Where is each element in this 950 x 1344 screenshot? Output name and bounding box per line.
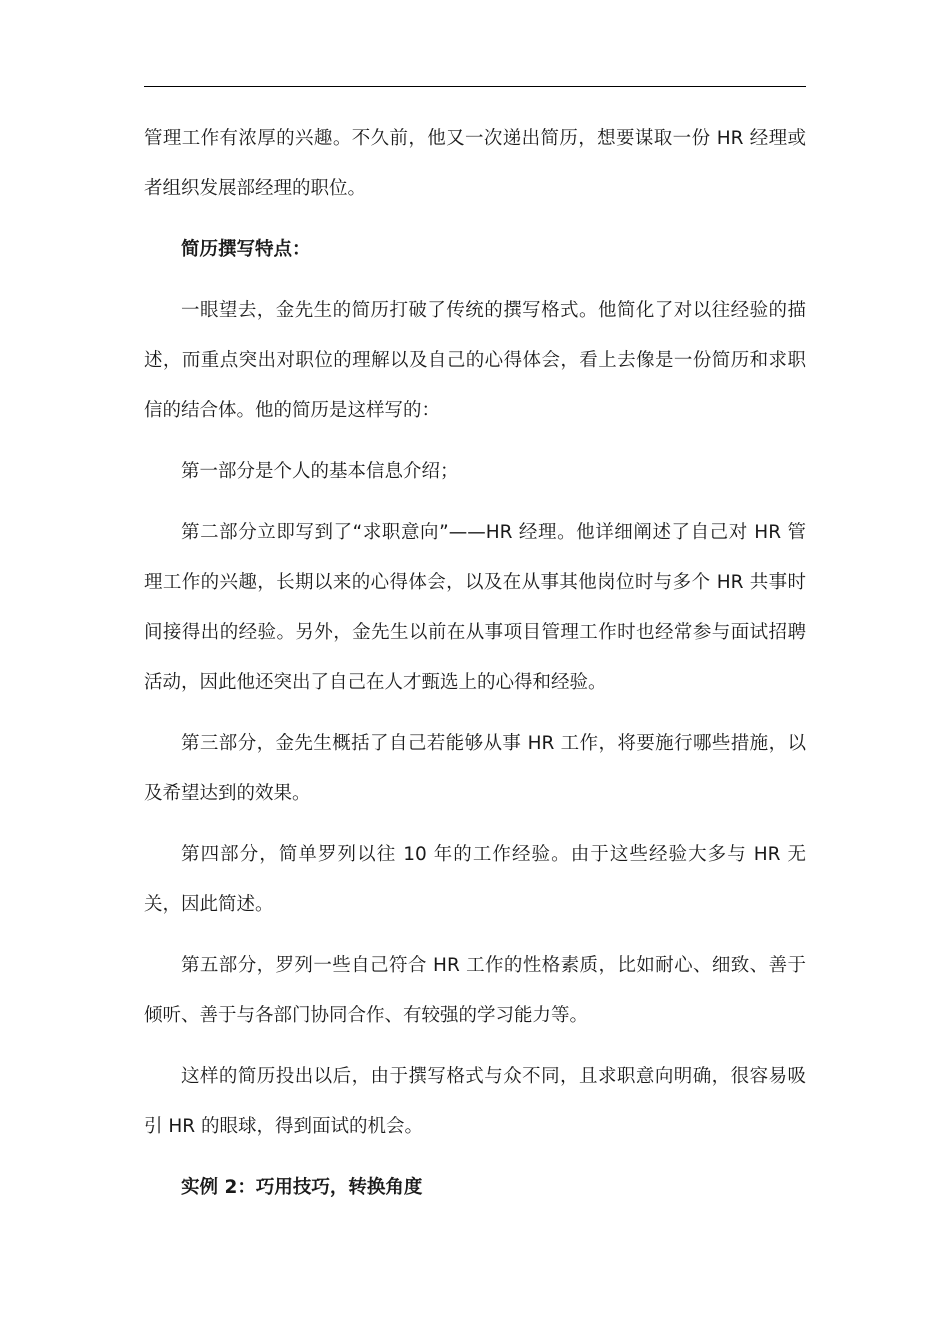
paragraph-part-two: 第二部分立即写到了“求职意向”——HR 经理。他详细阐述了自己对 HR 管理工作的兴趣，长期以来的心得体会，以及在从事其他岗位时与多个 HR 共事时间接得出的经验。另外，金先生以前在从事项目管理工作时也经常参与面试招聘活动，因此他还突出了自己在人才甄选上的心得和经验。 [144, 522, 806, 693]
paragraph-part-four: 第四部分，简单罗列以往 10 年的工作经验。由于这些经验大多与 HR 无关，因此简述。 [144, 844, 806, 915]
header-rule [144, 86, 806, 87]
paragraph-overview: 一眼望去，金先生的简历打破了传统的撰写格式。他简化了对以往经验的描述，而重点突出对职位的理解以及自己的心得体会，看上去像是一份简历和求职信的结合体。他的简历是这样写的： [144, 300, 806, 421]
section-heading-resume-features: 简历撰写特点： [181, 239, 311, 260]
document-body [144, 114, 806, 1224]
paragraph-result: 这样的简历投出以后，由于撰写格式与众不同，且求职意向明确，很容易吸引 HR 的眼球，得到面试的机会。 [144, 1066, 806, 1137]
paragraph-part-five: 第五部分，罗列一些自己符合 HR 工作的性格素质，比如耐心、细致、善于倾听、善于与各部门协同合作、有较强的学习能力等。 [144, 955, 806, 1026]
section-heading-example-two: 实例 2：巧用技巧，转换角度 [181, 1177, 423, 1198]
paragraph-part-one: 第一部分是个人的基本信息介绍； [181, 461, 459, 482]
paragraph-part-three: 第三部分，金先生概括了自己若能够从事 HR 工作，将要施行哪些措施，以及希望达到的效果。 [144, 733, 806, 804]
paragraph-intro-continued: 管理工作有浓厚的兴趣。不久前，他又一次递出简历，想要谋取一份 HR 经理或者组织发展部经理的职位。 [144, 128, 806, 199]
